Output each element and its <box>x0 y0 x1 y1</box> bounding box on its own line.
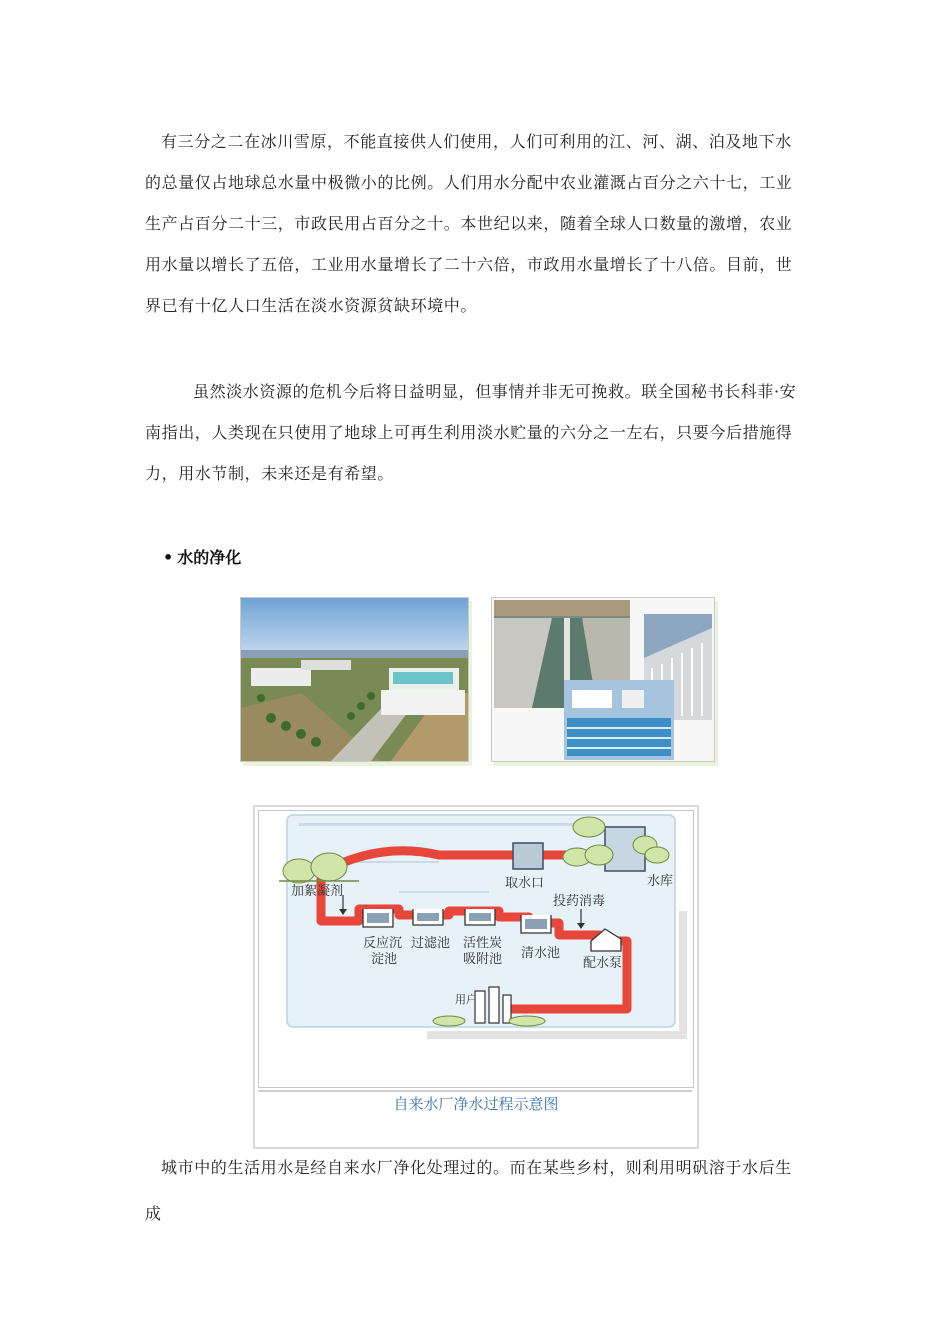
bullet: • <box>163 548 174 567</box>
label-pump: 配水泵 <box>583 956 623 971</box>
treatment-tanks-collage-image <box>492 598 714 761</box>
treatment-process-figure <box>253 805 699 1149</box>
treatment-process-drawing <box>259 811 693 1087</box>
label-reservoir: 水库 <box>647 874 674 889</box>
label-settling-line1: 反应沉 <box>363 936 403 951</box>
paragraph-freshwater-distribution <box>145 121 805 326</box>
paragraph-city-water <box>145 1145 805 1237</box>
label-intake: 取水口 <box>505 876 545 891</box>
treatment-process-diagram <box>258 810 694 1088</box>
paragraph-text: 城市中的生活用水是经自来水厂净化处理过的。而在某些乡村，则利用明矾溶于水后生成 <box>145 1158 792 1223</box>
water-plant-aerial-image <box>241 598 468 761</box>
treatment-tanks-collage-photo <box>491 597 715 762</box>
label-coagulant: 加絮凝剂 <box>291 884 344 899</box>
figure-caption: 自来水厂净水过程示意图 <box>393 1095 559 1113</box>
label-carbon-line1: 活性炭 <box>463 936 503 951</box>
label-carbon-line2: 吸附池 <box>463 952 503 967</box>
label-filter: 过滤池 <box>411 936 451 951</box>
paragraph-text: 虽然淡水资源的危机今后将日益明显，但事情并非无可挽救。联全国秘书长科菲·安南指出，人类现在只使用了地球上可再生利用淡水贮量的六分之一左右，只要今后措施得力，用水节制，未来还是有希望。 <box>145 382 797 483</box>
label-settling-line2: 淀池 <box>371 952 398 967</box>
paragraph-hope <box>145 371 805 494</box>
caption-divider <box>258 1090 692 1092</box>
water-plant-aerial-photo <box>240 597 469 762</box>
label-user: 用户 <box>455 993 477 1006</box>
paragraph-text: 有三分之二在冰川雪原，不能直接供人们使用，人们可利用的江、河、湖、泊及地下水的总量仅占地球总水量中极微小的比例。人们用水分配中农业灌溉占百分之六十七，工业生产占百分二十三，市政民用占百分之十。本世纪以来，随着全球人口数量的激增，农业用水量以增长了五倍，工业用水量增长了二十六倍，市政用水量增长了十八倍。目前，世界已有十亿人口生活在淡水资源贫缺环境中。 <box>145 132 793 315</box>
section-title: 水的净化 <box>177 548 242 567</box>
label-disinfect: 投药消毒 <box>553 894 606 909</box>
label-clear-tank: 清水池 <box>521 946 561 961</box>
section-heading <box>163 545 241 568</box>
